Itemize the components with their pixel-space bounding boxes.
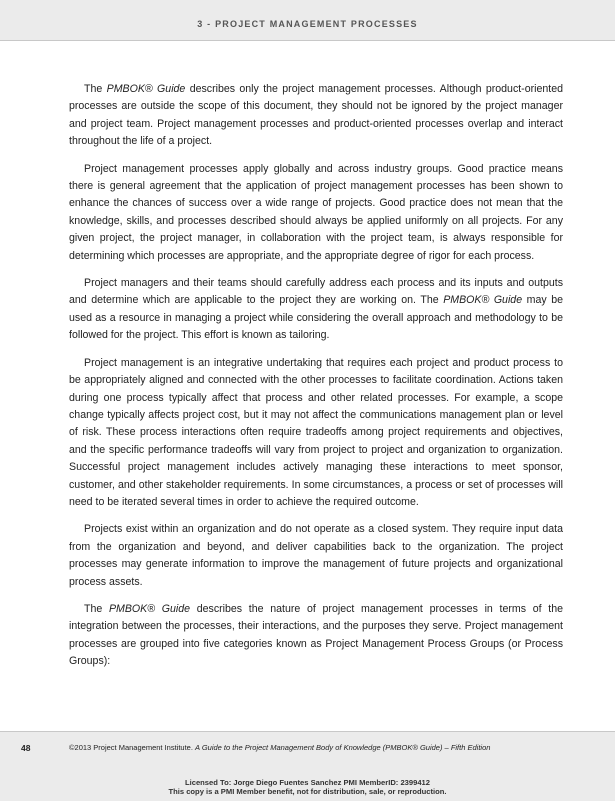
body-text (69, 81, 563, 681)
paragraph-3 (69, 275, 563, 345)
paragraph-text: describes only the project management processes. Although product-oriented processes are outside the scope of this document, they should not be ignored by the project manager and project team. Project management processes and product-oriented processes overlap and interact throughout the life of a project. (69, 83, 563, 148)
paragraph-1 (69, 81, 563, 151)
paragraph-text: Project management is an integrative undertaking that requires each project and product process to be appropriately aligned and connected with the other processes to facilitate coordination. Actions taken during one process typically affect that process and other related processes. For example, a scope change typically affects project cost, but it may not affect the communications management plan or level of risk. These process interactions often require tradeoffs among project requirements and objectives, and the specific performance tradeoffs will vary from project to project and organization to organization. Successful project management includes actively managing these interactions to meet sponsor, customer, and other stakeholder requirements. In some circumstances, a process or set of processes will need to be iterated several times in order to achieve the required outcome. (69, 356, 563, 508)
page-number: 48 (21, 743, 31, 753)
book-title: A Guide to the Project Management Body of Knowledge (PMBOK® Guide) – Fifth Edition (195, 743, 491, 752)
pmbok-guide-title: PMBOK® Guide (108, 602, 191, 615)
paragraph-text: may be used as a resource in managing a project while considering the overall approach and methodology to be followed for the project. This effort is known as tailoring. (69, 294, 564, 342)
pmbok-guide-title: PMBOK® Guide (106, 83, 186, 95)
paragraph-2 (69, 161, 563, 265)
paragraph-text: describes the nature of project management processes in terms of the integration between the processes, their interactions, and the purposes they serve. Project management processes are grouped into five categories known as Project Management Process Groups (or Process Groups): (69, 602, 563, 668)
paragraph-6 (69, 601, 563, 671)
paragraph-text: The (84, 602, 109, 615)
pmbok-guide-title: PMBOK® Guide (443, 294, 523, 307)
paragraph-text: Projects exist within an organization and do not operate as a closed system. They require input data from the organization and beyond, and deliver capabilities back to the organization. The project processes may generate information to improve the management of future projects and organizational process assets. (69, 523, 563, 588)
paragraph-text: The (84, 83, 107, 95)
copyright-text: ©2013 Project Management Institute. (69, 743, 196, 752)
paragraph-text: Project management processes apply globally and across industry groups. Good practice means there is general agreement that the application of project management processes has been shown to enhance the chances of success over a wide range of projects. Good practice does not mean that the knowledge, skills, and processes described should always be applied uniformly on all projects. For any given project, the project manager, in collaboration with the project team, is always responsible for determining which processes are appropriate, and the appropriate degree of rigor for each process. (69, 162, 563, 262)
copyright-line (69, 743, 589, 752)
paragraph-text: Project managers and their teams should carefully address each process and its inputs and outputs and determine which are applicable to the project they are working on. The (69, 277, 563, 307)
running-header-title: 3 - PROJECT MANAGEMENT PROCESSES (197, 19, 418, 29)
paragraph-5 (69, 521, 563, 591)
page-header (0, 0, 615, 41)
license-line-1: Licensed To: Jorge Diego Fuentes Sanchez PMI MemberID: 2399412 (184, 778, 431, 787)
license-line-2: This copy is a PMI Member benefit, not for distribution, sale, or reproduction. (168, 786, 447, 796)
license-notice (0, 779, 615, 796)
paragraph-4 (69, 355, 563, 512)
